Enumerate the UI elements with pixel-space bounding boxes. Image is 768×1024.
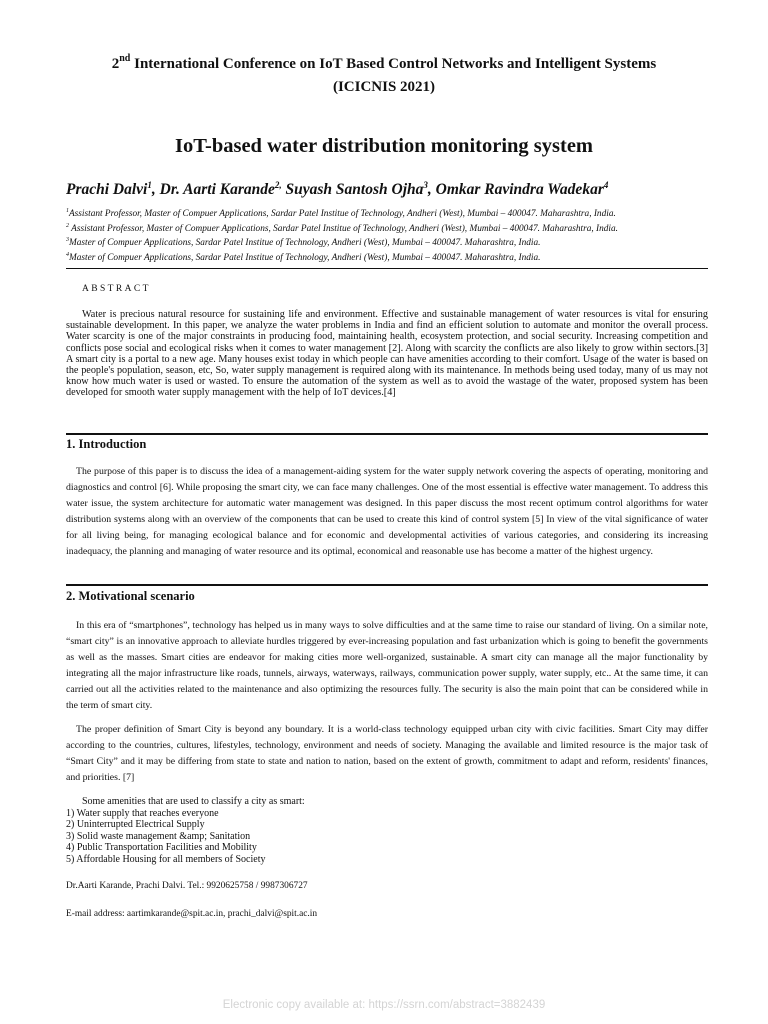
conference-acronym: (ICICNIS 2021) xyxy=(332,79,436,95)
abstract-text: Water is precious natural resource for sustaining life and environment. Effective and sustainable management of water resources is vital for ensuring sustainable development. In this paper, we analyze the water problems in India and find an efficient solution to automate and monitor the overall process. Water scarcity is one of the major constraints in producing food, maintaining health, ecosystem protection, and social security. Increasing competition and conflicts pose social and ecological risks when it comes to water management [2]. Along with scarcity the conflicts are also likely to grow within sectors.[3] A smart city is a portal to a new age. Many houses exist today in which people can have amenities according to their comfort. Usage of the water is based on the people's population, season, etc, So, water supply management is required along with its maintenance. In methods being used today, many of us may not know how much water is used or wasted. To ensure the automation of the system as well as to avoid the wastage of the water, proposed system has been developed for smooth water supply management with the help of IoT devices.[4] xyxy=(66,309,708,399)
list-item: 4) Public Transportation Facilities and Mobility xyxy=(66,842,257,854)
conference-name: 2nd International Conference on IoT Based Control Networks and Intelligent Systems xyxy=(111,53,657,72)
abstract-heading: ABSTRACT xyxy=(82,284,151,294)
affiliation: $^2$ Assistant Professor, Master of Compuer Applications, Sardar Patel Institue of Technology, Andheri (West), Mumbai – 400047. Maharashtra, India. xyxy=(66,223,618,235)
section-divider xyxy=(66,584,708,586)
list-item: 2) Uninterrupted Electrical Supply xyxy=(66,819,205,831)
author-name: Suyash Santosh Ojha xyxy=(285,181,424,199)
list-item: 3) Solid waste management &amp; Sanitation xyxy=(66,830,251,842)
list-item: 5) Affordable Housing for all members of Society xyxy=(66,853,266,865)
author-name: Prachi Dalvi xyxy=(66,181,148,199)
list-lead: Some amenities that are used to classify a city as smart: xyxy=(82,796,305,807)
motivation-paragraph: In this era of “smartphones”, technology has helped us in many ways to solve difficulties and at the same time to raise our standard of living. On a similar note, “smart city” is an innovative approach to alleviate hurdles triggered by ever-increasing population and fast urbanization which is going to benefit the governments as well as the masses. Smart cities are endeavor for making cities more well-organized, sustainable. A smart city can manage all the major functionality by integrating all the major infrastructure like roads, tunnels, airways, waterways, railways, communication power supply, water supply, etc.. At the same time, it can carried out all the activities related to the maintenance and also optimizing the resources fully. The security is also the main point that can be considered while in the term of smart city. xyxy=(66,620,708,711)
contact-phone: Dr.Aarti Karande, Prachi Dalvi. Tel.: 9920625758 / 9987306727 xyxy=(66,881,308,891)
affiliation: $^3$Master of Compuer Applications, Sardar Patel Institue of Technology, Andheri (West), Mumbai – 400047. Maharashtra, India. xyxy=(66,237,541,249)
author-name: Dr. Aarti Karande xyxy=(159,181,275,199)
ssrn-footer-link[interactable]: Electronic copy available at: https://ssrn.com/abstract=3882439 xyxy=(222,999,546,1011)
contact-email: E-mail address: aartimkarande@spit.ac.in, prachi_dalvi@spit.ac.in xyxy=(66,909,318,919)
motivation-paragraph: The proper definition of Smart City is beyond any boundary. It is a world-class technology equipped urban city with civic facilities. Smart City may differ according to the countries, cultures, lifestyles, technology, environment and needs of society. Managing the available and limited resource is the major task of “Smart City” and it may be differing from state to state and nation to nation, based on the extent of growth, commitment to adapt and reform, residents' finances, and priorities. [7] xyxy=(66,724,708,783)
author-name: Omkar Ravindra Wadekar xyxy=(435,181,604,199)
affiliation: $^4$Master of Compuer Applications, Sardar Patel Institue of Technology, Andheri (West), Mumbai – 400047. Maharashtra, India. xyxy=(66,252,541,264)
section-divider xyxy=(66,433,708,435)
section-heading-introduction: 1. Introduction xyxy=(66,437,147,451)
header-divider xyxy=(66,268,708,269)
amenities-list xyxy=(66,796,305,866)
affiliation: $^1$Assistant Professor, Master of Compuer Applications, Sardar Patel Institue of Technology, Andheri (West), Mumbai – 400047. Maharashtra, India. xyxy=(66,208,616,220)
author-list: Prachi Dalvi$^1$, Dr. Aarti Karande$^{2,}$ Suyash Santosh Ojha$^3$, Omkar Ravindra Wadekar$^4$ xyxy=(66,180,609,199)
paper-title: IoT-based water distribution monitoring system xyxy=(174,135,593,157)
section-heading-motivation: 2. Motivational scenario xyxy=(66,589,195,603)
introduction-text: The purpose of this paper is to discuss the idea of a management-aiding system for the water supply network covering the aspects of operating, monitoring and diagnostics and control [6]. While proposing the smart city, we can face many challenges. One of the most essential is effective water management. To address this water issue, the system architecture for automatic water management was designed. In this paper discuss the most recent optimum control algorithms for water distribution systems along with an overview of the components that can be used to create this kind of control system [5] In view of the vital significance of water for all living being, for managing ecological balance and for economic and developmental activities of various categories, and considering its increasing inadequacy, the planning and managing of water resource and its optimal, economical and reasonable use has become a matter of the highest urgency. xyxy=(66,466,708,557)
list-item: 1) Water supply that reaches everyone xyxy=(66,807,219,819)
